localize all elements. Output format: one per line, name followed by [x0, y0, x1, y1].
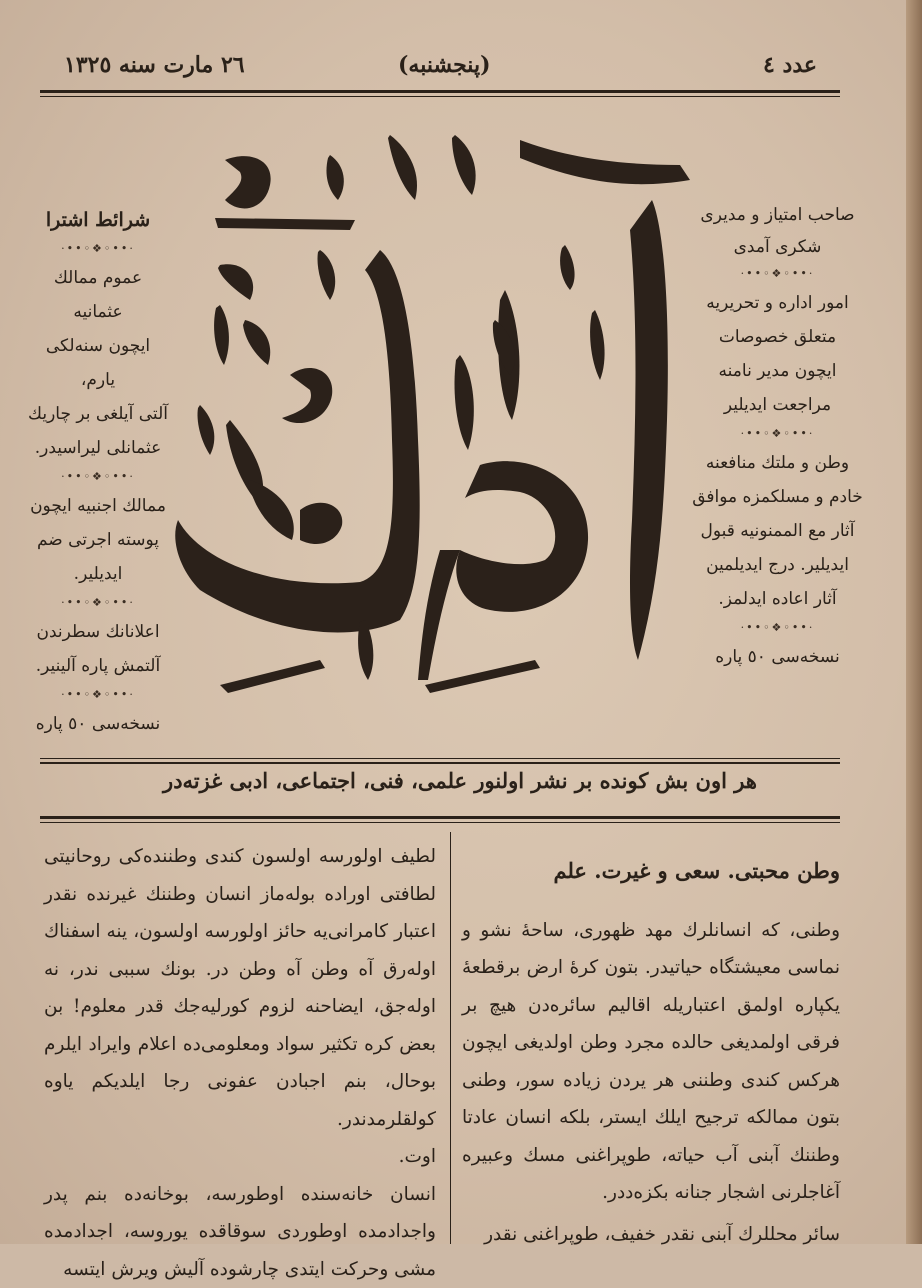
foreign-line: پوسته اجرتی ضم	[28, 523, 168, 557]
article-paragraph: لطیف اولورسه اولسون کندی وطننده‌کی روحانیتی لطافتی اوراده بوله‌ماز انسان وطننك غیرنده نقدر اعتبار کامرانی‌یه حائز اولورسه اولسون، ینه اسفناك اوله‌رق آه وطن آه وطن در. بونك سببی ندر، نه اوله‌جق، ایضاحنه لزوم کورلیه‌جك قدر معلوم! بن بعض کره تکثیر سواد ومعلومی‌ده اعلام وایراد ایلرم بوحال، بنم اجبادن عفونی رجا ایلدیکم یاوه کولقلرمدندر.	[44, 838, 436, 1138]
ornament-divider: ·••◦❖◦••·	[28, 591, 168, 615]
tagline-rule-bottom2	[40, 822, 840, 823]
policy-line: ایدیلیر. درج ایدیلمین	[690, 548, 865, 582]
ornament-divider: ·••◦❖◦••·	[690, 262, 865, 286]
header-rule-thin	[40, 96, 840, 97]
tagline-rule-top2	[40, 762, 840, 764]
ornament-divider: ·••◦❖◦••·	[28, 465, 168, 489]
admin-line: ایچون مدیر نامنه	[690, 354, 865, 388]
issue-date: ٢٦ مارت سنه ١٣٢٥	[64, 52, 245, 78]
article-title: وطن محبتی. سعی و غیرت. علم	[462, 852, 840, 890]
domestic-line: ایچون سنه‌لکی یارم،	[28, 329, 168, 397]
owner-name: شکری آمدی	[690, 232, 865, 262]
ornament-divider: ·••◦❖◦••·	[690, 616, 865, 640]
issue-price: نسخه‌سی ٥٠ پاره	[690, 640, 865, 674]
subscription-price: نسخه‌سی ٥٠ پاره	[28, 707, 168, 741]
ornament-divider: ·••◦❖◦••·	[28, 683, 168, 707]
masthead-calligraphy	[160, 120, 700, 710]
weekday: (پنجشنبه)	[398, 52, 490, 78]
domestic-line: آلتی آیلغی بر چاریك	[28, 397, 168, 431]
tagline: هر اون بش کونده بر نشر اولنور علمی، فنی، اجتماعی، ادبی غزته‌در	[60, 768, 860, 793]
policy-line: آثار اعاده ایدلمز.	[690, 582, 865, 616]
issue-number: عدد ٤	[763, 52, 817, 78]
article-left-column	[44, 838, 436, 1288]
article-paragraph: انسان خانه‌سنده اوطورسه، بوخانه‌ده بنم پدر واجدادمده اوطوردی سوقاقده یوروسه، اجدادمده مشی وحرکت ایتدی چارشوده آلیش ویرش ایتسه	[44, 1176, 436, 1288]
ornament-divider: ·••◦❖◦••·	[28, 237, 168, 261]
owner-label: صاحب امتیاز و مدیری	[690, 198, 865, 232]
article-right-column	[462, 852, 840, 1253]
tagline-rule-bottom	[40, 816, 840, 819]
policy-line: وطن و ملتك منافعنه	[690, 446, 865, 480]
subscription-title: شرائط اشترا	[28, 203, 168, 237]
page-edge	[906, 0, 922, 1244]
tagline-rule-top	[40, 758, 840, 759]
header-rule	[40, 90, 840, 93]
foreign-line: ایدیلیر.	[28, 557, 168, 591]
policy-line: خادم و مسلکمزه موافق	[690, 480, 865, 514]
foreign-line: ممالك اجنبیه ایچون	[28, 489, 168, 523]
article-paragraph: وطنی، که انسانلرك مهد ظهوری، ساحهٔ نشو و نماسی معیشتگاه حیاتیدر. بتون کرهٔ ارض برقطعهٔ یکپاره اولمق اعتباریله اقالیم سائره‌دن هیچ بر فرقی اولمدیغی حالده مجرد وطن اولدیغی ایچون هرکس کندی وطننی هر یردن زیاده سور، وطنی بتون ممالکه ترجیح ایلك ایستر، بلکه انسان عادتا وطننك آبنی آب حیاته، طوپراغنی مسك وعبیره آغاجلرنی اشجار جنانه بکزه‌ددر.	[462, 912, 840, 1212]
ads-line: اعلانانك سطرندن	[28, 615, 168, 649]
admin-line: متعلق خصوصات	[690, 320, 865, 354]
right-info-column	[690, 198, 865, 674]
article-paragraph: سائر محللرك آبنی نقدر خفیف، طوپراغنی نقدر	[462, 1216, 840, 1254]
domestic-line: عثمانلی لیراسیدر.	[28, 431, 168, 465]
admin-line: مراجعت ایدیلیر	[690, 388, 865, 422]
ads-line: آلتمش پاره آلینیر.	[28, 649, 168, 683]
admin-line: امور اداره و تحریریه	[690, 286, 865, 320]
subscription-column	[28, 203, 168, 741]
policy-line: آثار مع الممنونیه قبول	[690, 514, 865, 548]
column-divider	[450, 832, 451, 1244]
domestic-line: عموم ممالك عثمانیه	[28, 261, 168, 329]
article-end-word: اوت.	[44, 1138, 436, 1176]
ornament-divider: ·••◦❖◦••·	[690, 422, 865, 446]
